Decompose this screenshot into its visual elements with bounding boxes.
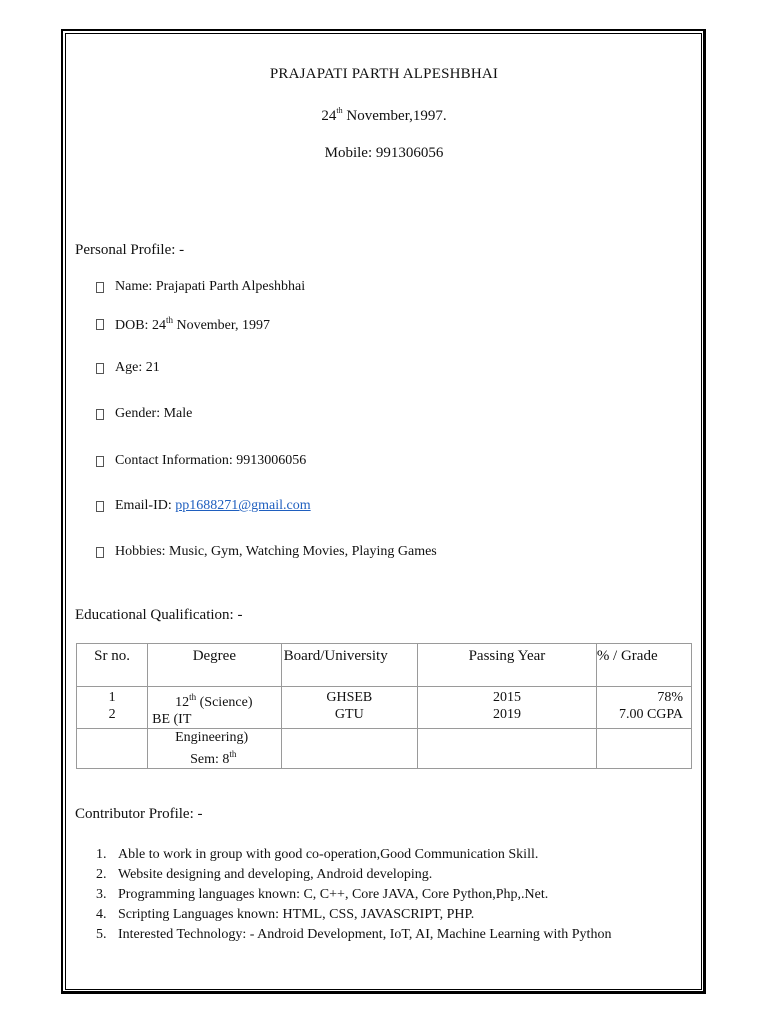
list-item bbox=[96, 845, 611, 865]
personal-gender-text: Gender: Male bbox=[115, 406, 193, 421]
personal-profile-title: Personal Profile: - bbox=[75, 242, 185, 258]
list-item-text: Programming languages known: C, C++, Core JAVA, Core Python,Php,.Net. bbox=[118, 887, 549, 902]
resume-name-heading: PRAJAPATI PARTH ALPESHBHAI bbox=[269, 66, 499, 82]
row2-degree-sem: Sem: 8 bbox=[190, 752, 230, 767]
list-item-number: 3. bbox=[96, 887, 107, 902]
row2-degree-sem-suffix: th bbox=[229, 749, 237, 759]
bullet-box-icon bbox=[96, 319, 104, 330]
header-degree: Degree bbox=[148, 644, 281, 687]
bullet-box-icon bbox=[96, 501, 104, 512]
row1-sr: 1 bbox=[108, 690, 116, 705]
personal-contact-item bbox=[96, 453, 306, 469]
row1-year: 2015 bbox=[492, 690, 521, 705]
personal-email-item bbox=[96, 498, 311, 514]
row2-year: 2019 bbox=[492, 707, 521, 722]
table-cell-degree bbox=[148, 687, 281, 729]
row2-grade: 7.00 CGPA bbox=[618, 707, 683, 722]
header-dob-day: 24 bbox=[321, 108, 337, 124]
personal-hobbies-text: Hobbies: Music, Gym, Watching Movies, Playing Games bbox=[115, 544, 437, 559]
list-item-text: Interested Technology: - Android Development, IoT, AI, Machine Learning with Python bbox=[118, 927, 612, 942]
row1-grade: 78% bbox=[657, 690, 683, 705]
table-cell-year bbox=[418, 687, 597, 729]
personal-dob-rest: November, 1997 bbox=[172, 318, 270, 333]
header-dob bbox=[66, 106, 702, 125]
row1-degree bbox=[148, 689, 280, 711]
header-sr-no: Sr no. bbox=[77, 644, 148, 687]
personal-dob-text bbox=[115, 315, 270, 334]
list-item bbox=[96, 905, 611, 925]
table-cell-empty bbox=[596, 729, 691, 769]
table-cell-grade bbox=[596, 687, 691, 729]
table-cell-empty bbox=[418, 729, 597, 769]
row2-degree-line1: BE (IT bbox=[152, 712, 192, 727]
header-board: Board/University bbox=[281, 644, 418, 687]
row1-board: GHSEB bbox=[326, 690, 373, 705]
contributor-profile-title: Contributor Profile: - bbox=[75, 806, 203, 822]
header-dob-suffix: th bbox=[336, 106, 343, 115]
list-item-number: 5. bbox=[96, 927, 107, 942]
list-item bbox=[96, 865, 611, 885]
education-title: Educational Qualification: - bbox=[75, 607, 243, 623]
bullet-box-icon bbox=[96, 409, 104, 420]
list-item-text: Website designing and developing, Android developing. bbox=[118, 867, 433, 882]
personal-name-item bbox=[96, 279, 305, 295]
row2-degree-line2: Engineering) bbox=[175, 730, 249, 745]
row2-board: GTU bbox=[334, 707, 364, 722]
table-cell-empty bbox=[281, 729, 418, 769]
list-item-text: Scripting Languages known: HTML, CSS, JAVASCRIPT, PHP. bbox=[118, 907, 475, 922]
row1-degree-suffix: th bbox=[189, 692, 197, 702]
header-passing-year: Passing Year bbox=[418, 644, 597, 687]
personal-name-text: Name: Prajapati Parth Alpeshbhai bbox=[115, 279, 306, 294]
bullet-box-icon bbox=[96, 547, 104, 558]
list-item-number: 1. bbox=[96, 847, 107, 862]
personal-dob-prefix: DOB: 24 bbox=[115, 318, 166, 333]
row2-degree-line3 bbox=[148, 746, 280, 768]
bullet-box-icon bbox=[96, 456, 104, 467]
personal-age-text: Age: 21 bbox=[115, 360, 160, 375]
row1-degree-prefix: 12 bbox=[175, 695, 190, 710]
bullet-box-icon bbox=[96, 363, 104, 374]
table-row bbox=[77, 687, 692, 729]
bullet-box-icon bbox=[96, 282, 104, 293]
education-table bbox=[76, 643, 692, 769]
contributor-list bbox=[96, 845, 611, 945]
list-item bbox=[96, 885, 611, 905]
row2-sr: 2 bbox=[108, 707, 116, 722]
personal-email-label: Email-ID: bbox=[115, 498, 172, 513]
education-header-row bbox=[77, 644, 692, 687]
table-cell-degree-cont bbox=[148, 729, 281, 769]
personal-dob-suffix: th bbox=[165, 315, 173, 325]
header-mobile: Mobile: 991306056 bbox=[324, 145, 444, 161]
list-item-text: Able to work in group with good co-operation,Good Communication Skill. bbox=[118, 847, 539, 862]
personal-contact-text: Contact Information: 9913006056 bbox=[115, 453, 307, 468]
table-cell-sr bbox=[77, 687, 148, 729]
list-item-number: 2. bbox=[96, 867, 107, 882]
row1-degree-rest: (Science) bbox=[196, 695, 253, 710]
list-item bbox=[96, 925, 611, 945]
email-link[interactable]: pp1688271@gmail.com bbox=[175, 498, 311, 513]
header-grade: % / Grade bbox=[596, 644, 691, 687]
table-row bbox=[77, 729, 692, 769]
personal-age-item bbox=[96, 360, 160, 376]
header-dob-rest: November,1997. bbox=[346, 108, 447, 124]
list-item-number: 4. bbox=[96, 907, 107, 922]
personal-dob-item bbox=[96, 315, 270, 334]
personal-hobbies-item bbox=[96, 544, 437, 560]
personal-gender-item bbox=[96, 406, 192, 422]
table-cell-board bbox=[281, 687, 418, 729]
table-cell-empty bbox=[77, 729, 148, 769]
